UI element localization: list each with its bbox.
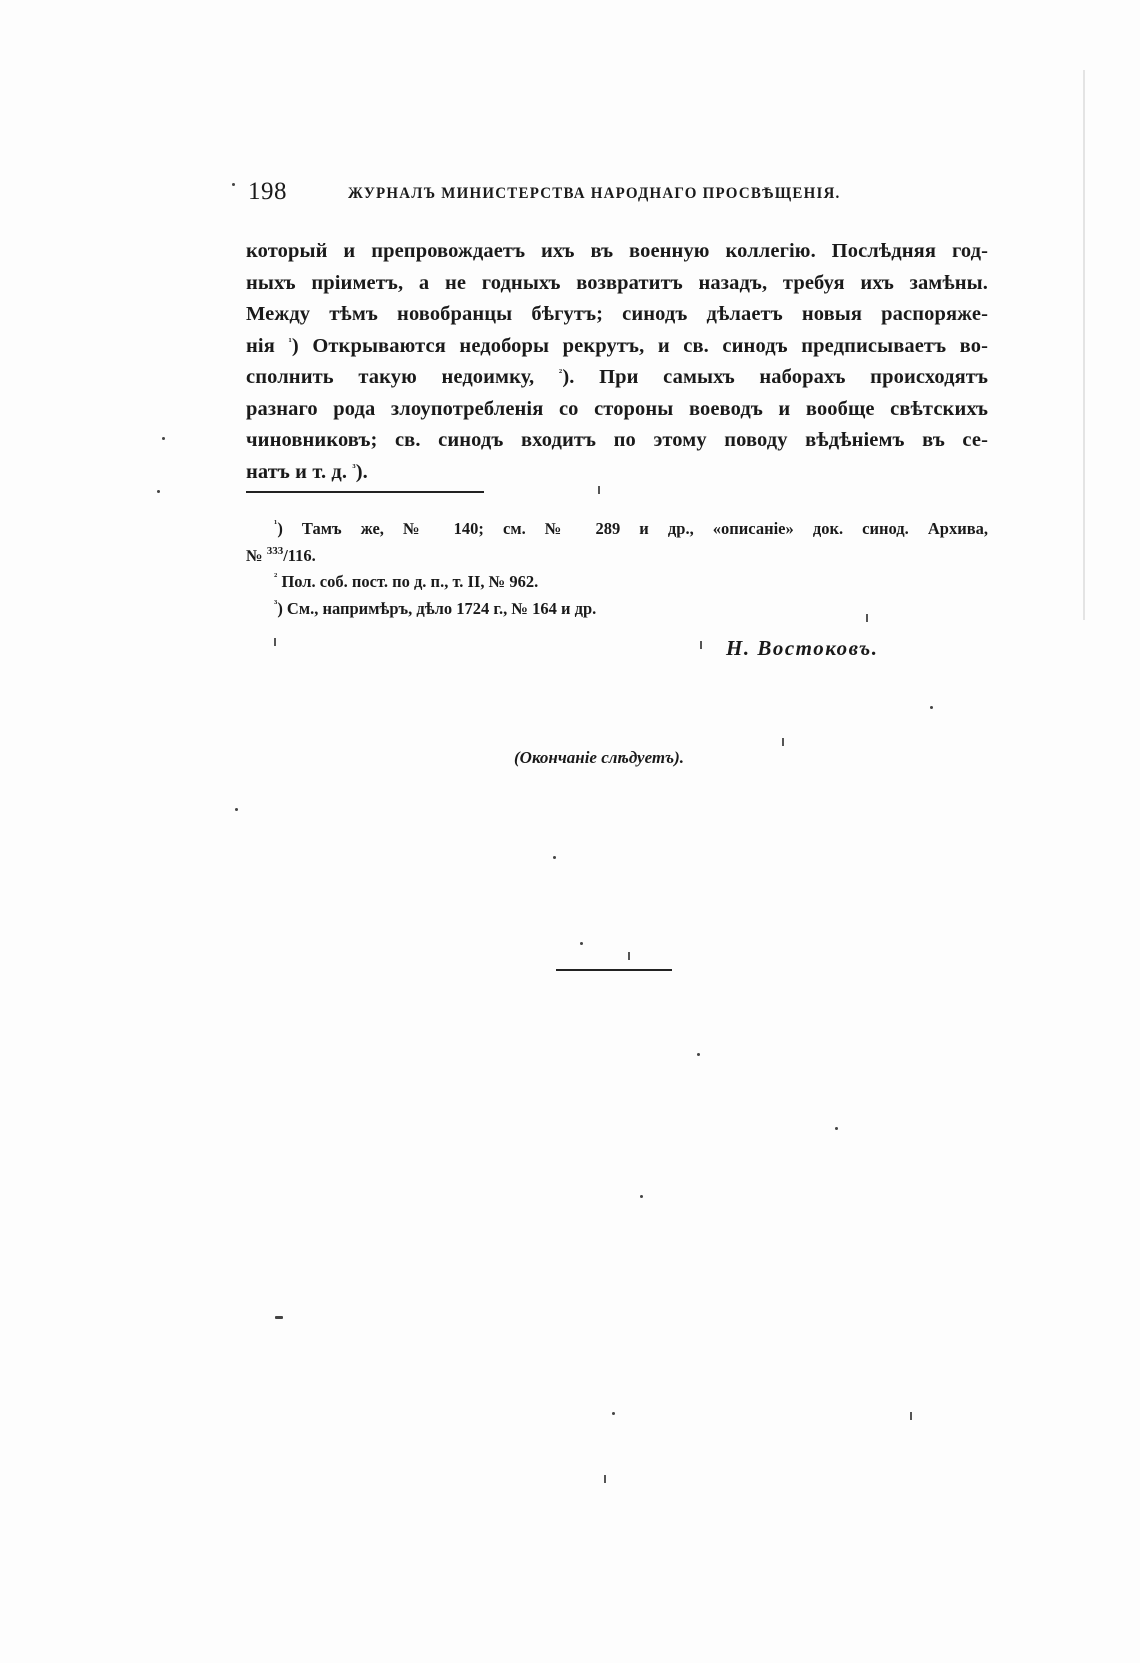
scan-speck: [835, 1127, 838, 1130]
footnote-separator-rule: [246, 491, 484, 493]
scan-speck: [580, 942, 583, 945]
footnote-mark-2: ²: [274, 571, 278, 583]
scan-mark: [782, 738, 784, 746]
scan-speck: [157, 490, 160, 493]
scan-mark: [598, 486, 600, 494]
body-text-fragment: ). При самыхъ наборахъ происходятъ: [562, 366, 988, 388]
section-end-rule: [556, 969, 672, 971]
scan-speck: [640, 1195, 643, 1198]
footnote-mark-1: ¹: [274, 518, 278, 530]
scan-mark: [604, 1475, 606, 1483]
body-line: который и препровождаетъ ихъ въ военную коллегію. Послѣдняя год-: [246, 240, 988, 262]
scan-speck: [232, 183, 235, 186]
body-text-fragment: нія: [246, 334, 275, 357]
body-line: [246, 457, 988, 489]
scan-mark: [866, 614, 868, 622]
footnote-ref-1: ¹: [288, 335, 292, 348]
body-text-fragment: сполнить такую недоимку,: [246, 366, 535, 388]
scan-speck: [162, 437, 165, 440]
footnote-2-text: Пол. соб. пост. по д. п., т. II, № 962.: [281, 572, 539, 591]
footnotes: [246, 516, 988, 622]
scan-speck: [553, 856, 556, 859]
page-number: 198: [248, 178, 287, 205]
footnote-3: [246, 596, 988, 623]
body-text-fragment: натъ и т. д.: [246, 460, 348, 483]
body-line: Между тѣмъ новобранцы бѣгутъ; синодъ дѣлаетъ новыя распоряже-: [246, 303, 988, 325]
footnote-1-number-sign: №: [246, 545, 263, 565]
scan-speck: [930, 706, 933, 709]
scan-mark: [274, 638, 276, 646]
continuation-note: (Окончаніе слѣдуетъ).: [514, 748, 684, 767]
body-text-fragment: ) Открываются недоборы рекрутъ, и св. синодъ предписываетъ во-: [291, 334, 988, 357]
footnote-1: [246, 516, 988, 543]
footnote-ref-2: ²: [558, 367, 563, 379]
footnote-1-text: ) Тамъ же, № 140; см. № 289 и др., «описаніе» док. синод. Архива,: [277, 519, 988, 538]
footnote-1-continuation: [246, 543, 988, 570]
footnote-ref-3: ³: [352, 461, 356, 474]
running-title: ЖУРНАЛЪ МИНИСТЕРСТВА НАРОДНАГО ПРОСВѢЩЕНІЯ.: [348, 185, 841, 203]
scan-speck: [612, 1412, 615, 1415]
footnote-3-text: ) См., напримѣръ, дѣло 1724 г., № 164 и др.: [277, 598, 597, 618]
page-edge-shadow: [1083, 70, 1085, 620]
author-signature: Н. Востоковъ.: [726, 636, 879, 660]
body-text-fragment: ).: [355, 460, 368, 483]
scan-mark: [628, 952, 630, 960]
scan-speck: [235, 808, 238, 811]
body-line: чиновниковъ; св. синодъ входитъ по этому поводу вѣдѣніемъ въ се-: [246, 429, 988, 451]
footnote-1-suffix: /116.: [283, 545, 316, 565]
footnote-1-superscript: 333: [266, 544, 284, 557]
scan-mark: [700, 641, 702, 649]
body-line: [246, 362, 988, 394]
page-header: [248, 178, 988, 212]
scan-speck: [275, 1316, 283, 1319]
scan-mark: [910, 1412, 912, 1420]
footnote-mark-3: ³: [274, 597, 278, 610]
scan-speck: [697, 1053, 700, 1056]
footnote-2: [246, 569, 988, 596]
body-paragraph: [246, 236, 988, 488]
body-line: разнаго рода злоупотребленія со стороны воеводъ и вообще свѣтскихъ: [246, 397, 988, 420]
body-line: ныхъ пріиметъ, а не годныхъ возвратитъ назадъ, требуя ихъ замѣны.: [246, 271, 988, 294]
body-line: [246, 331, 988, 363]
